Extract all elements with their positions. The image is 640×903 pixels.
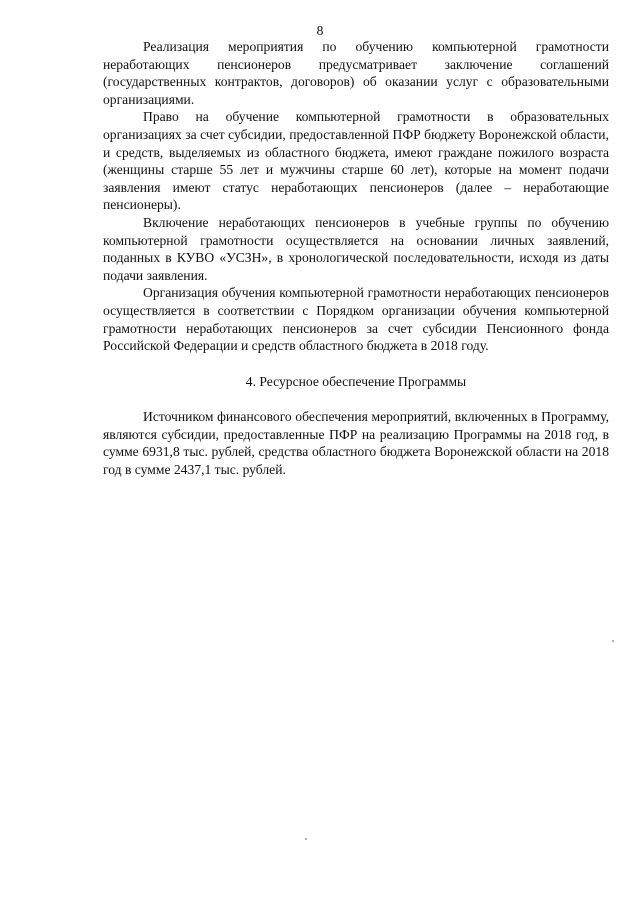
document-body (103, 38, 609, 479)
paragraph-eligibility: Право на обучение компьютерной грамотности в образовательных организациях за счет субсидии, предоставленной ПФР бюджету Воронежской области, и средств, выделяемых из областного бюджета, имеют граждане пожилого возраста (женщины старше 55 лет и мужчины старше 60 лет), которые на момент подачи заявления имеют статус неработающих пенсионеров (далее – неработающие пенсионеры). (103, 109, 609, 213)
paragraph-organization: Организация обучения компьютерной грамотности неработающих пенсионеров осуществляется в соответствии с Порядком организации обучения компьютерной грамотности неработающих пенсионеров за счет субсидии Пенсионного фонда Российской Федерации и средств областного бюджета в 2018 году. (103, 285, 609, 354)
paragraph-agreements: Реализация мероприятия по обучению компьютерной грамотности неработающих пенсионеров предусматривает заключение соглашений (государственных контрактов, договоров) об оказании услуг с образовательными организациями. (103, 39, 609, 107)
section-title: 4. Ресурсное обеспечение Программы (245, 373, 467, 389)
page-number: 8 (316, 23, 324, 38)
scan-speck (305, 838, 307, 840)
paragraph-funding: Источником финансового обеспечения мероприятий, включенных в Программу, являются субсидии, предоставленные ПФР на реализацию Программы на 2018 год, в сумме 6931,8 тыс. рублей, средства областного бюджета Воронежской области на 2018 год в сумме 2437,1 тыс. рублей. (103, 409, 609, 478)
scan-speck (612, 640, 614, 642)
paragraph-enrollment: Включение неработающих пенсионеров в учебные группы по обучению компьютерной грамотности осуществляется на основании личных заявлений, поданных в КУВО «УСЗН», в хронологической последовательности, исходя из даты подачи заявления. (103, 214, 609, 283)
